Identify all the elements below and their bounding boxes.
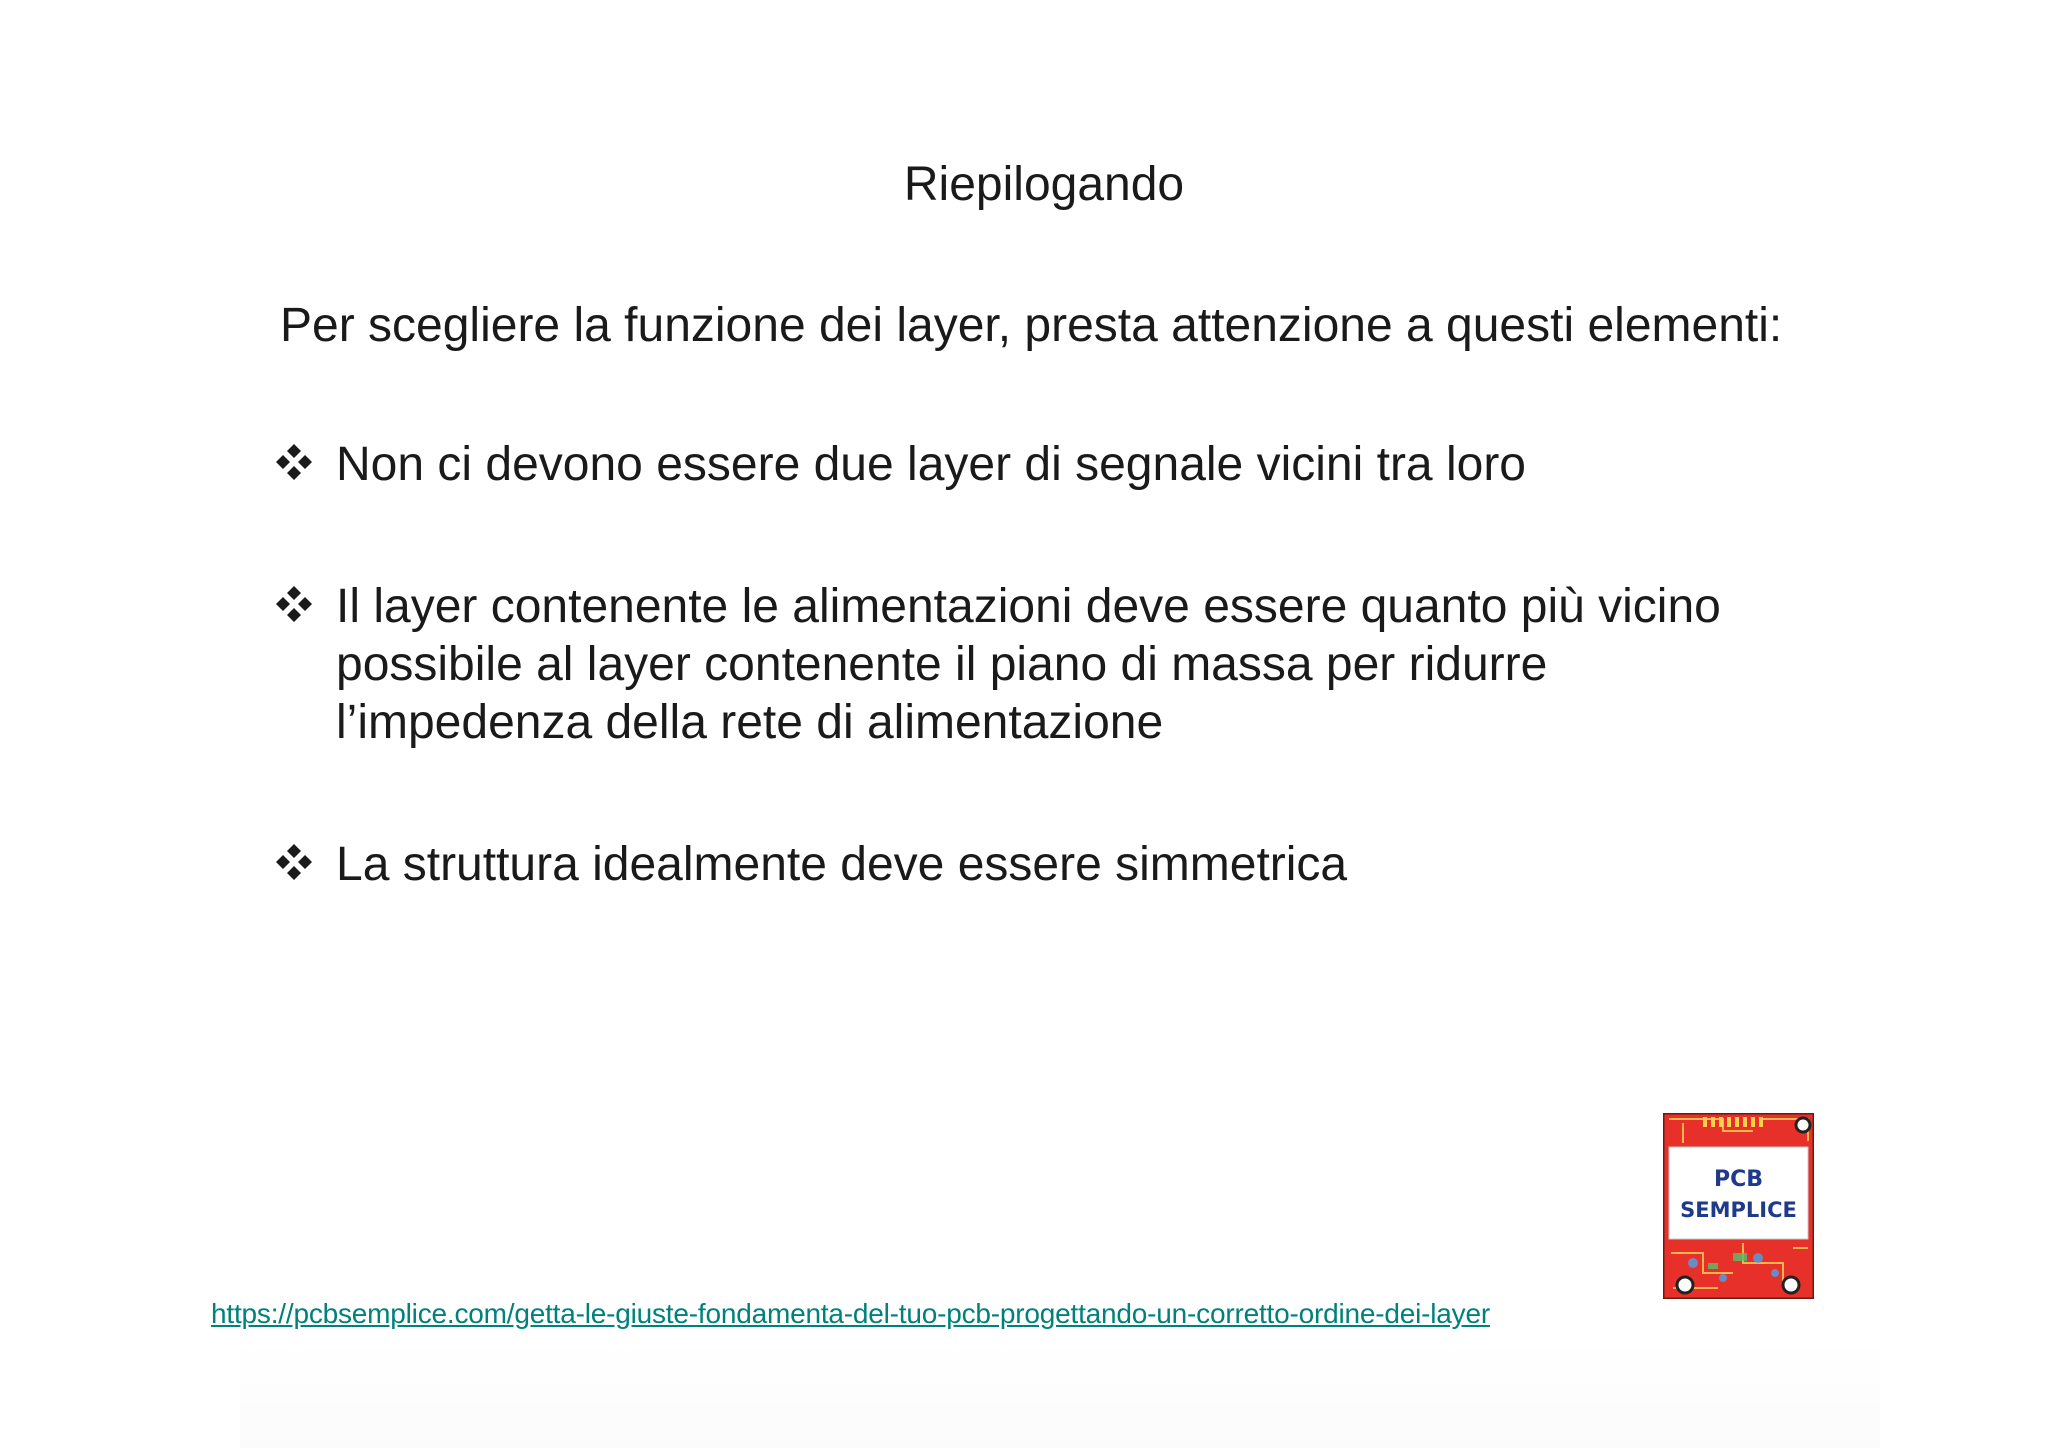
four-diamond-bullet-icon: [272, 582, 316, 626]
slide-title: Riepilogando: [903, 158, 1185, 211]
intro-text: Per scegliere la funzione dei layer, presta attenzione a questi elementi:: [280, 299, 1783, 352]
footer-shade: [240, 1340, 1880, 1448]
logo-line-1: PCB: [1713, 1167, 1764, 1192]
bullet-text: La struttura idealmente deve essere simmetrica: [336, 838, 1348, 891]
source-link[interactable]: https://pcbsemplice.com/getta-le-giuste-fondamenta-del-tuo-pcb-progettando-un-corretto-ordine-dei-layer: [211, 1298, 1490, 1329]
bullet-text: Non ci devono essere due layer di segnale vicini tra loro: [336, 438, 1526, 491]
pcb-board-logo: [1663, 1113, 1814, 1299]
four-diamond-bullet-icon: [272, 440, 316, 484]
logo-line-2: SEMPLICE: [1680, 1198, 1797, 1222]
four-diamond-bullet-icon: [272, 840, 316, 884]
bullet-text: Il layer contenente le alimentazioni deve essere quanto più vicino possibile al layer contenente il piano di massa per ridurre l’impedenza della rete di alimentazione: [336, 580, 1721, 749]
